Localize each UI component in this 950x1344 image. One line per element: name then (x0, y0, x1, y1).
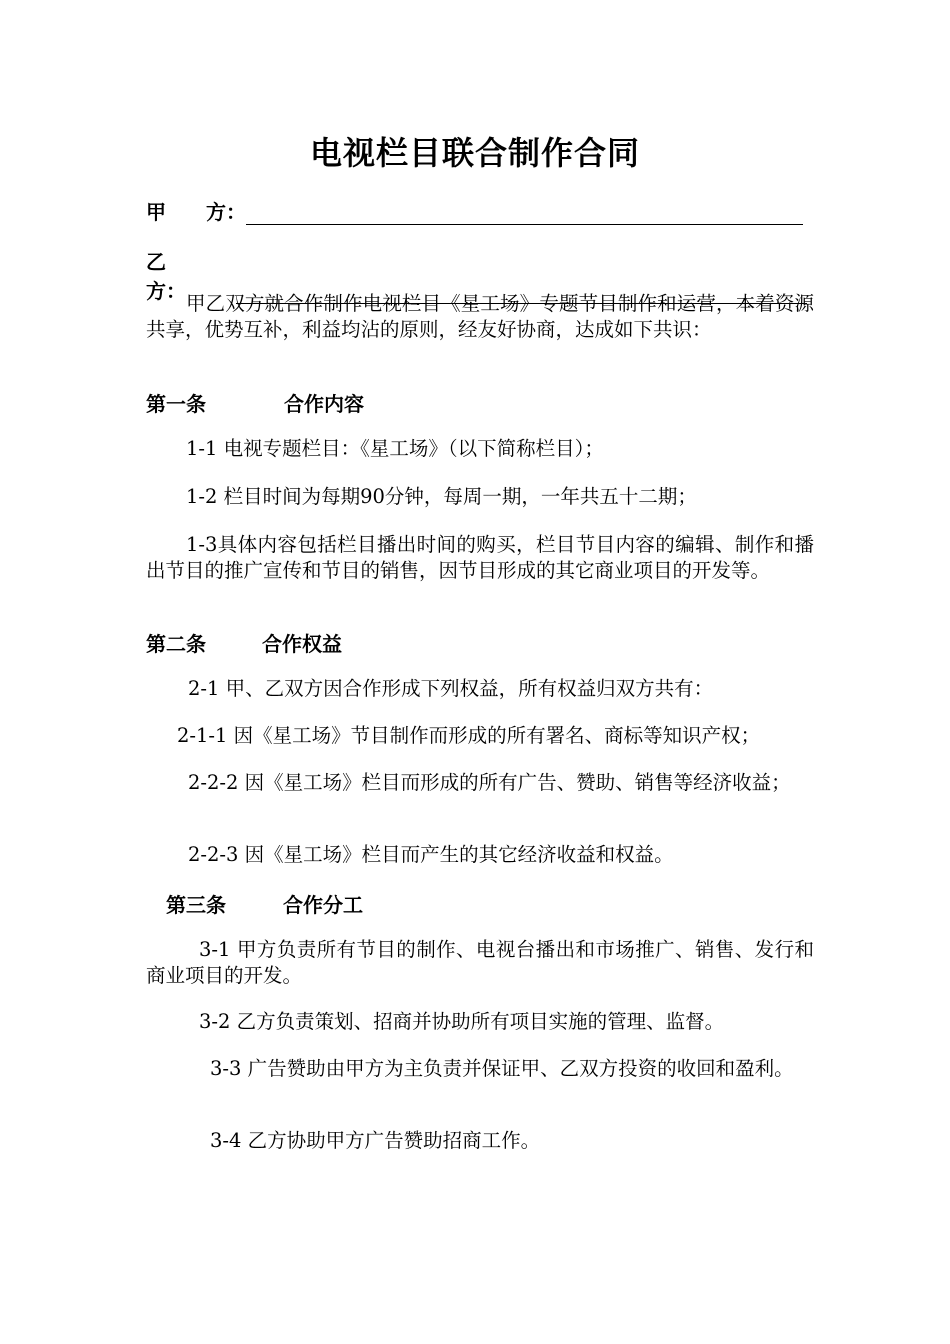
party-a-blank (246, 202, 803, 225)
party-a-line (146, 196, 803, 225)
article-3-number: 第三条 (166, 893, 226, 917)
party-a-label: 甲 方： (146, 200, 246, 224)
clause-1-3: 1-3具体内容包括栏目播出时间的购买，栏目节目内容的编辑、制作和播出节目的推广宣传和节目的销售，因节目形成的其它商业项目的开发等。 (146, 533, 814, 582)
article-1-number: 第一条 (146, 392, 206, 416)
article-2-title: 合作权益 (262, 632, 342, 656)
clause-2-2-3: 2-2-3 因《星工场》栏目而产生的其它经济收益和权益。 (188, 843, 674, 866)
clause-2-1: 2-1 甲、乙双方因合作形成下列权益，所有权益归双方共有： (188, 677, 714, 700)
clause-3-2: 3-2 乙方负责策划、招商并协助所有项目实施的管理、监督。 (199, 1010, 725, 1033)
article-2-number: 第二条 (146, 632, 206, 656)
article-3-heading (166, 889, 363, 918)
clause-3-1: 3-1 甲方负责所有节目的制作、电视台播出和市场推广、销售、发行和商业项目的开发。 (146, 938, 814, 987)
article-3-title: 合作分工 (283, 893, 363, 917)
clause-2-1-1: 2-1-1 因《星工场》节目制作而形成的所有署名、商标等知识产权； (177, 724, 761, 747)
article-1-heading (146, 388, 364, 417)
article-2-heading (146, 628, 342, 657)
intro-paragraph: 甲乙双方就合作制作电视栏目《星工场》专题节目制作和运营，本着资源共享，优势互补，利益均沾的原则，经友好协商，达成如下共识： (146, 292, 814, 341)
clause-1-1: 1-1 电视专题栏目：《星工场》（以下简称栏目）； (186, 437, 604, 460)
party-b-label: 乙 方： (146, 250, 206, 303)
document-title: 电视栏目联合制作合同 (309, 134, 640, 172)
clause-2-2-2: 2-2-2 因《星工场》栏目而形成的所有广告、赞助、销售等经济收益； (188, 771, 791, 794)
clause-3-3: 3-3 广告赞助由甲方为主负责并保证甲、乙双方投资的收回和盈利。 (210, 1057, 794, 1080)
article-1-title: 合作内容 (284, 392, 364, 416)
clause-1-2: 1-2 栏目时间为每期90分钟，每周一期，一年共五十二期； (186, 485, 697, 508)
clause-3-4: 3-4 乙方协助甲方广告赞助招商工作。 (210, 1129, 541, 1152)
